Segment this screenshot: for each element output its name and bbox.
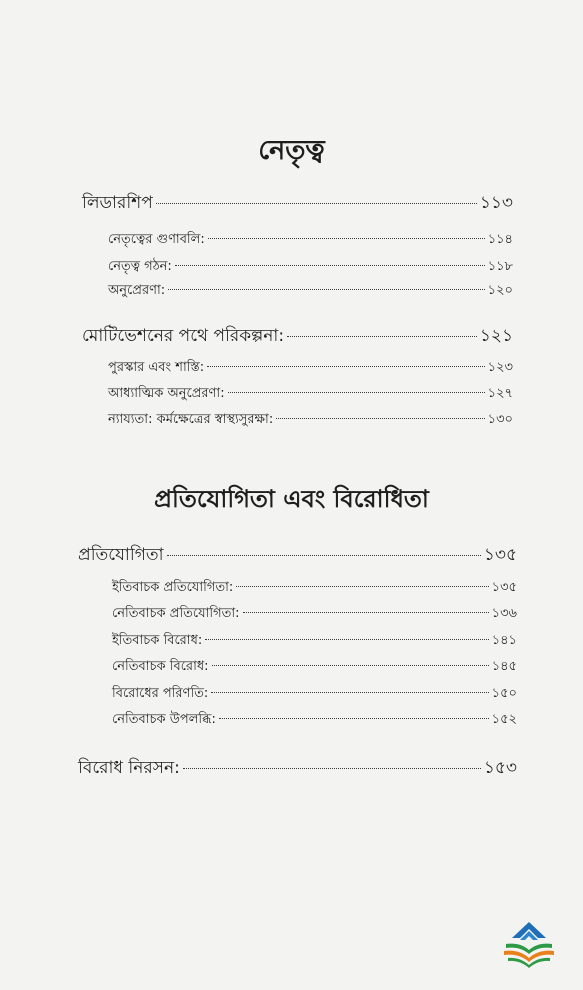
dot-leader [208,238,485,239]
toc-entry-label: লিডারশিপ [82,193,153,213]
dot-leader [168,289,485,290]
toc-entry-label: মোটিভেশনের পথে পরিকল্পনা: [82,326,285,346]
dot-leader [236,586,488,587]
dot-leader [219,718,489,719]
toc-entry-label: আধ্যাত্মিক অনুপ্রেরণা: [108,386,225,401]
section-title-leadership: নেতৃত্ব [258,135,325,166]
toc-entry-label: নেতিবাচক বিরোধ: [112,659,209,674]
toc-subentry[interactable] [112,578,517,599]
toc-entry-label: পুরস্কার এবং শাস্তি: [108,360,205,375]
toc-entry-label: বিরোধ নিরসন: [78,758,180,778]
toc-entry-label: নেতৃত্ব গঠন: [108,259,172,274]
dot-leader [205,639,488,640]
dot-leader [207,366,485,367]
toc-entry[interactable] [82,323,513,351]
publisher-logo-icon [498,920,560,972]
dot-leader [167,555,481,556]
toc-subentry[interactable] [108,410,513,431]
toc-entry-page: ১৪৫ [491,659,517,674]
toc-entry-page: ১২৩ [487,360,513,375]
dot-leader [243,612,489,613]
toc-subentry[interactable] [112,657,517,678]
toc-entry-label: ইতিবাচক বিরোধ: [112,633,203,648]
toc-entry-page: ১৪১ [491,633,517,648]
dot-leader [276,418,484,419]
toc-subentry[interactable] [112,604,517,625]
toc-entry-page: ১২০ [487,283,513,298]
toc-entry-label: ইতিবাচক প্রতিযোগিতা: [112,580,234,595]
toc-entry-label: প্রতিযোগিতা [78,545,164,565]
toc-entry[interactable] [82,190,513,218]
toc-entry-page: ১৩০ [487,412,513,427]
toc-subentry[interactable] [112,684,517,705]
section-title-competition: প্রতিযোগিতা এবং বিরোধিতা [154,485,429,513]
toc-entry-page: ১৩৫ [483,545,517,565]
toc-entry[interactable] [78,755,517,783]
dot-leader [211,692,488,693]
dot-leader [156,203,477,204]
dot-leader [228,392,485,393]
dot-leader [287,336,477,337]
toc-entry-label: নেতৃত্বের গুণাবলি: [108,232,205,247]
toc-subentry[interactable] [108,257,513,278]
toc-entry-label: নেতিবাচক প্রতিযোগিতা: [112,606,240,621]
toc-entry-page: ১১৪ [487,232,513,247]
toc-entry-label: অনুপ্রেরণা: [108,283,166,298]
toc-entry-label: ন্যায্যতা: কর্মক্ষেত্রের স্বাস্থ্যসুরক্ষা: [108,412,274,427]
toc-entry-label: নেতিবাচক উপলব্ধি: [112,712,216,727]
toc-subentry[interactable] [108,384,513,405]
toc-entry-page: ১২৭ [487,386,513,401]
toc-entry-page: ১৩৬ [491,606,517,621]
toc-entry-page: ১১৮ [487,259,513,274]
toc-subentry[interactable] [108,358,513,379]
toc-entry-page: ১৫০ [491,686,517,701]
toc-subentry[interactable] [108,230,513,251]
toc-entry[interactable] [78,542,517,570]
toc-entry-page: ১১৩ [479,193,513,213]
toc-entry-page: ১৩৫ [491,580,517,595]
toc-subentry[interactable] [112,631,517,652]
toc-subentry[interactable] [108,281,513,302]
dot-leader [175,265,485,266]
toc-subentry[interactable] [112,710,517,731]
toc-entry-label: বিরোধের পরিণতি: [112,686,209,701]
dot-leader [212,665,489,666]
toc-entry-page: ১৫২ [491,712,517,727]
dot-leader [183,768,481,769]
toc-entry-page: ১২১ [479,326,513,346]
toc-entry-page: ১৫৩ [483,758,517,778]
